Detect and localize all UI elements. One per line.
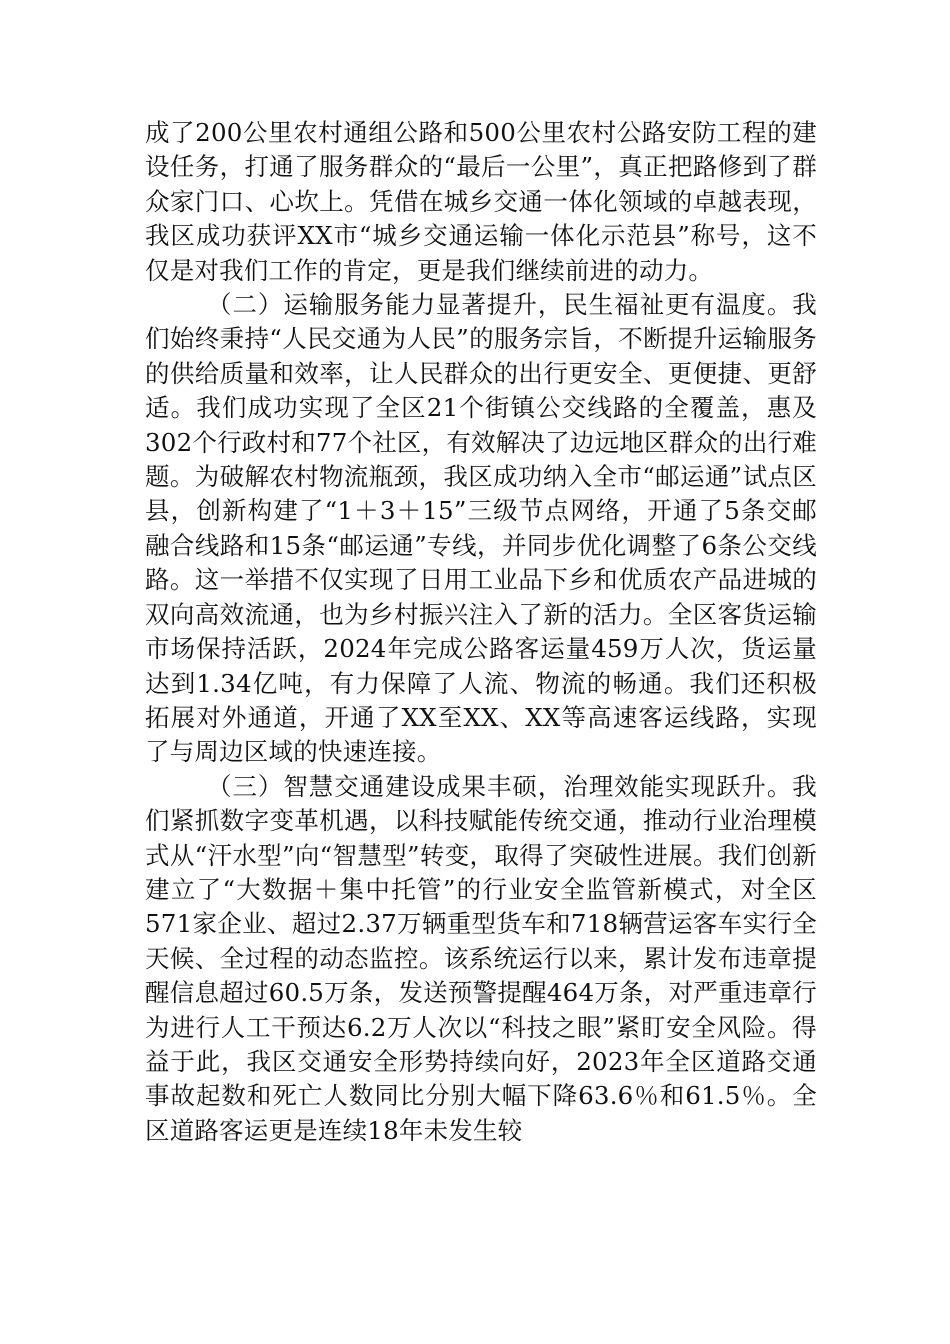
paragraph-p2: （二）运输服务能力显著提升，民生福祉更有温度。我们始终秉持“人民交通为人民”的服务宗旨，不断提升运输服务的供给质量和效率，让人民群众的出行更安全、更便捷、更舒适。我们成功实现了全区21个街镇公交线路的全覆盖，惠及302个行政村和77个社区，有效解决了边远地区群众的出行难题。为破解农村物流瓶颈，我区成功纳入全市“邮运通”试点区县，创新构建了“1＋3＋15”三级节点网络，开通了5条交邮融合线路和15条“邮运通”专线，并同步优化调整了6条公交线路。这一举措不仅实现了日用工业品下乡和优质农产品进城的双向高效流通，也为乡村振兴注入了新的活力。全区客货运输市场保持活跃，2024年完成公路客运量459万人次，货运量达到1.34亿吨，有力保障了人流、物流的畅通。我们还积极拓展对外通道，开通了XX至XX、XX等高速客运线路，实现了与周边区域的快速连接。 bbox=[145, 290, 817, 767]
paragraph-p1: 成了200公里农村通组公路和500公里农村公路安防工程的建设任务，打通了服务群众的“最后一公里”，真正把路修到了群众家门口、心坎上。凭借在城乡交通一体化领域的卓越表现，我区成功获评XX市“城乡交通运输一体化示范县”称号，这不仅是对我们工作的肯定，更是我们继续前进的动力。 bbox=[145, 118, 817, 285]
document-body bbox=[145, 116, 817, 1148]
paragraph-p3: （三）智慧交通建设成果丰硕，治理效能实现跃升。我们紧抓数字变革机遇，以科技赋能传统交通，推动行业治理模式从“汗水型”向“智慧型”转变，取得了突破性进展。我们创新建立了“大数据＋集中托管”的行业安全监管新模式，对全区571家企业、超过2.37万辆重型货车和718辆营运客车实行全天候、全过程的动态监控。该系统运行以来，累计发布违章提醒信息超过60.5万条，发送预警提醒464万条，对严重违章行为进行人工干预达6.2万人次以“科技之眼”紧盯安全风险。得益于此，我区交通安全形势持续向好，2023年全区道路交通事故起数和死亡人数同比分别大幅下降63.6％和61.5％。全区道路客运更是连续18年未发生较 bbox=[145, 771, 817, 1145]
